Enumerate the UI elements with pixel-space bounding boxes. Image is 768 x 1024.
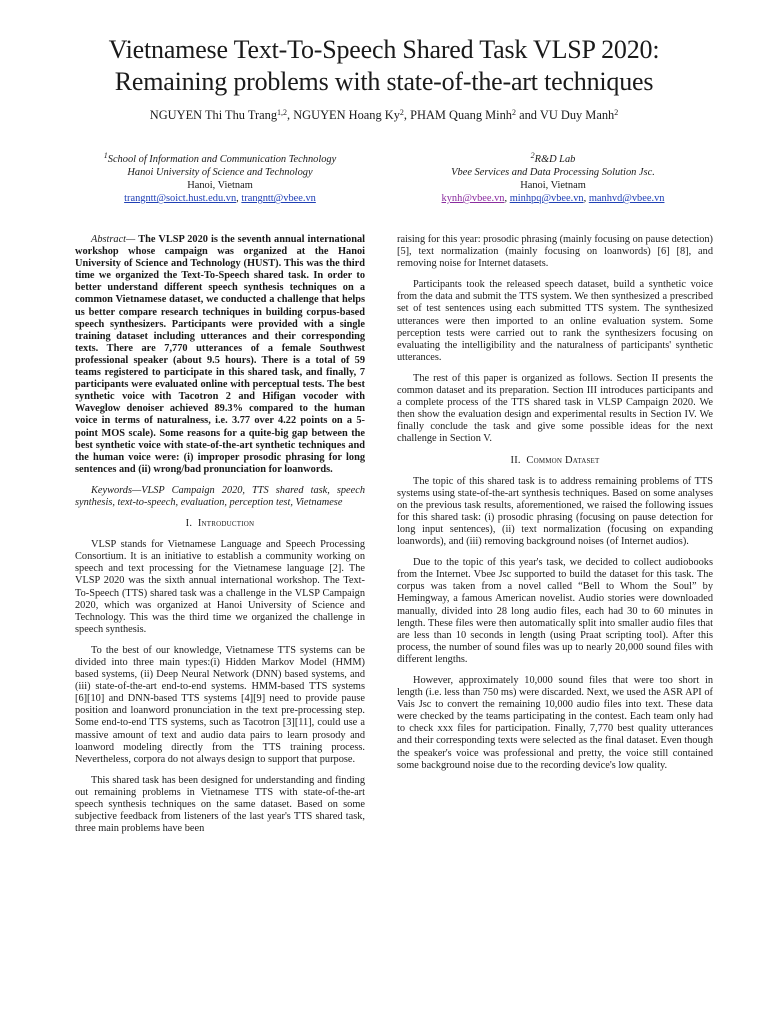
keywords: Keywords—VLSP Campaign 2020, TTS shared task, speech synthesis, text-to-speech, evaluation, perception test, Vietnamese [75,484,365,508]
intro-paragraph-3: This shared task has been designed for understanding and finding out remaining problems in Vietnamese TTS with state-of-the-art speech synthesis techniques on the same dataset. Based on some subjective feedback from listeners of the last year's TTS shared task, three main problems have been [75,774,365,835]
affiliation-right-location: Hanoi, Vietnam [520,180,586,191]
paper-title [40,34,728,98]
author-3-affiliation: 2 [512,108,517,117]
intro-paragraph-continued: raising for this year: prosodic phrasing (mainly focusing on pause detection) [5], text normalization (mainly focusing on loanwords) [6] [8], and removing noise for Internet datasets. [397,234,713,270]
email-link-kynh[interactable]: kynh@vbee.vn [441,193,505,204]
abstract-lead: Abstract— [91,234,139,245]
dataset-paragraph-3: However, approximately 10,000 sound files that were too short in length (i.e. less than 750 ms) were discarded. Next, we used the ASR API of Vais Jsc to convert the remaining 10,000 audio files into text. These data were checked by the teams participating in the contest. Each team only had to check xxx files for participation. Finally, 7,770 best quality utterances and their corresponding texts were selected as the final dataset. Even though the speaker's voice was professional and pretty, the voice still contained some background noise due to the recording device's low quality. [397,675,713,771]
author-2: , NGUYEN Hoang Ky [287,108,400,122]
email-separator: , [583,193,589,204]
affiliation-right-lab: R&D Lab [534,154,576,165]
author-3: , PHAM Quang Minh [403,108,513,122]
author-1-affiliation: 1,2 [277,108,288,117]
author-4-affiliation: 2 [614,108,619,117]
email-link-1[interactable]: trangntt@soict.hust.edu.vn [124,193,237,204]
affiliation-left-university: Hanoi University of Science and Technology [127,167,313,178]
intro-paragraph-4: Participants took the released speech dataset, build a synthetic voice from the data and submit the TTS system. We then synthesized a prescribed set of test sentences using each submitted TTS system. The synthesized utterances were then imported to an online evaluation system. Some perception tests were carried out to rank the synthesizers focusing on evaluating the intelligibility and the naturalness of participants' synthetic utterances. [397,279,713,363]
affiliation-left-number: 1 [103,151,108,160]
email-separator: , [236,193,242,204]
intro-paragraph-1: VLSP stands for Vietnamese Language and Speech Processing Consortium. It is an initiative to establish a community working on speech and text processing for the Vietnamese language [2]. The VLSP 2020 was the sixth annual international workshop. The Text-To-Speech (TTS) shared task was a challenge in the VLSP Campaign 2020, which was organized at Hanoi University of Science and Technology. This was the third time we organized the challenge in speech synthesis. [75,539,365,635]
author-1: NGUYEN Thi Thu Trang [149,108,278,122]
title-line-2: Remaining problems with state-of-the-art techniques [114,67,654,96]
author-list [40,108,728,123]
dataset-paragraph-1: The topic of this shared task is to address remaining problems of TTS systems using state-of-the-art synthesis techniques. Based on some analyses on the previous task results, aforementioned, we raised the following issues for this shared task: (i) prosodic phrasing (focusing on pause detection for long input sentences), (ii) text normalization (focusing on expanding loanwords), and (iii) removing background noises (of Internet audios). [397,475,713,548]
email-separator: , [504,193,510,204]
email-link-manhvd[interactable]: manhvd@vbee.vn [588,193,665,204]
author-2-affiliation: 2 [399,108,404,117]
intro-paragraph-2: To the best of our knowledge, Vietnamese TTS systems can be divided into three main types:(i) Hidden Markov Model (HMM) based systems, (ii) Deep Neural Network (DNN) based systems, and (iii) state-of-the-art end-to-end systems. HMM-based TTS systems [6][10] and DNN-based TTS systems [4][9] need to provide pause position and loanword pronunciation in the text pre-processing step. Some end-to-end TTS systems, such as Tacotron [3][11], could use a massive amount of text and audio data pairs to learn prosody and loanword modeling directly from the TTS training process. Nevertheless, corpora do not always design to support that purpose. [75,644,365,765]
email-link-2[interactable]: trangntt@vbee.vn [241,193,316,204]
section-title: Common Dataset [526,454,600,466]
section-number: II. [510,454,521,466]
affiliation-left-school: School of Information and Communication Technology [107,154,337,165]
section-heading-introduction [75,518,365,530]
section-heading-common-dataset [397,455,713,467]
section-number: I. [185,518,193,530]
affiliation-right-number: 2 [530,151,535,160]
affiliation-right [408,153,698,205]
intro-paragraph-5: The rest of this paper is organized as follows. Section II presents the common dataset and its preparation. Section III introduces participants and a complete process of the TTS shared task in VLSP Campaign 2020. We then show the evaluation design and experimental results in Section IV. We finally conclude the task and give some possible ideas for the next challenge in Section V. [397,372,713,445]
right-column [397,234,713,781]
left-column [75,234,365,844]
section-title: Introduction [197,518,255,530]
abstract [75,234,365,476]
email-link-minhpq[interactable]: minhpq@vbee.vn [509,193,584,204]
affiliation-left [70,153,370,205]
dataset-paragraph-2: Due to the topic of this year's task, we decided to collect audiobooks from the Internet. Vbee Jsc supported to build the dataset for this task. The corpus was taken from a novel called “Bell to Whom the Soul” by Hemingway, a famous American novelist. Audio stories were downloaded manually, divided into 28 long audio files, each had 30 to 60 minutes in length. These files were then automatically split into smaller audio files that are less than 10 seconds in length (using Praat scripting tool). After this process, the number of sound files was up to nearly 20,000 sound files with different lengths. [397,557,713,665]
abstract-text: The VLSP 2020 is the seventh annual international workshop whose campaign was organized at the Hanoi University of Science and Technology (HUST). This was the third time we organized the Text-To-Speech shared task. In order to better understand different speech synthesis techniques on a common Vietnamese dataset, we conducted a challenge that helps us better compare research techniques in building corpus-based speech synthesizers. Participants were provided with a single training dataset including utterances and their corresponding texts. There are 7,770 utterances of a female Southwest professional speaker (about 9.5 hours). There is a total of 59 teams registered to participate in this shared task, and finally, 7 participants were evaluated online with perceptual tests. The best synthetic voice with Tacotron 2 and Hifigan vocoder with Waveglow denoiser achieved 89.3% compared to the human voice in terms of naturalness, i.e. 3.77 over 4.22 points on a 5-point MOS scale). Some reasons for a quite-big gap between the best synthetic voice with state-of-the-art synthetic techniques and the human voice were: (i) improper prosodic phrasing for long sentences and (ii) wrong/bad pronunciation for loanwords. [75,234,365,475]
author-4: and VU Duy Manh [516,108,615,122]
affiliation-right-company: Vbee Services and Data Processing Solution Jsc. [451,167,655,178]
title-line-1: Vietnamese Text-To-Speech Shared Task VLSP 2020: [108,35,660,64]
affiliation-left-location: Hanoi, Vietnam [187,180,253,191]
